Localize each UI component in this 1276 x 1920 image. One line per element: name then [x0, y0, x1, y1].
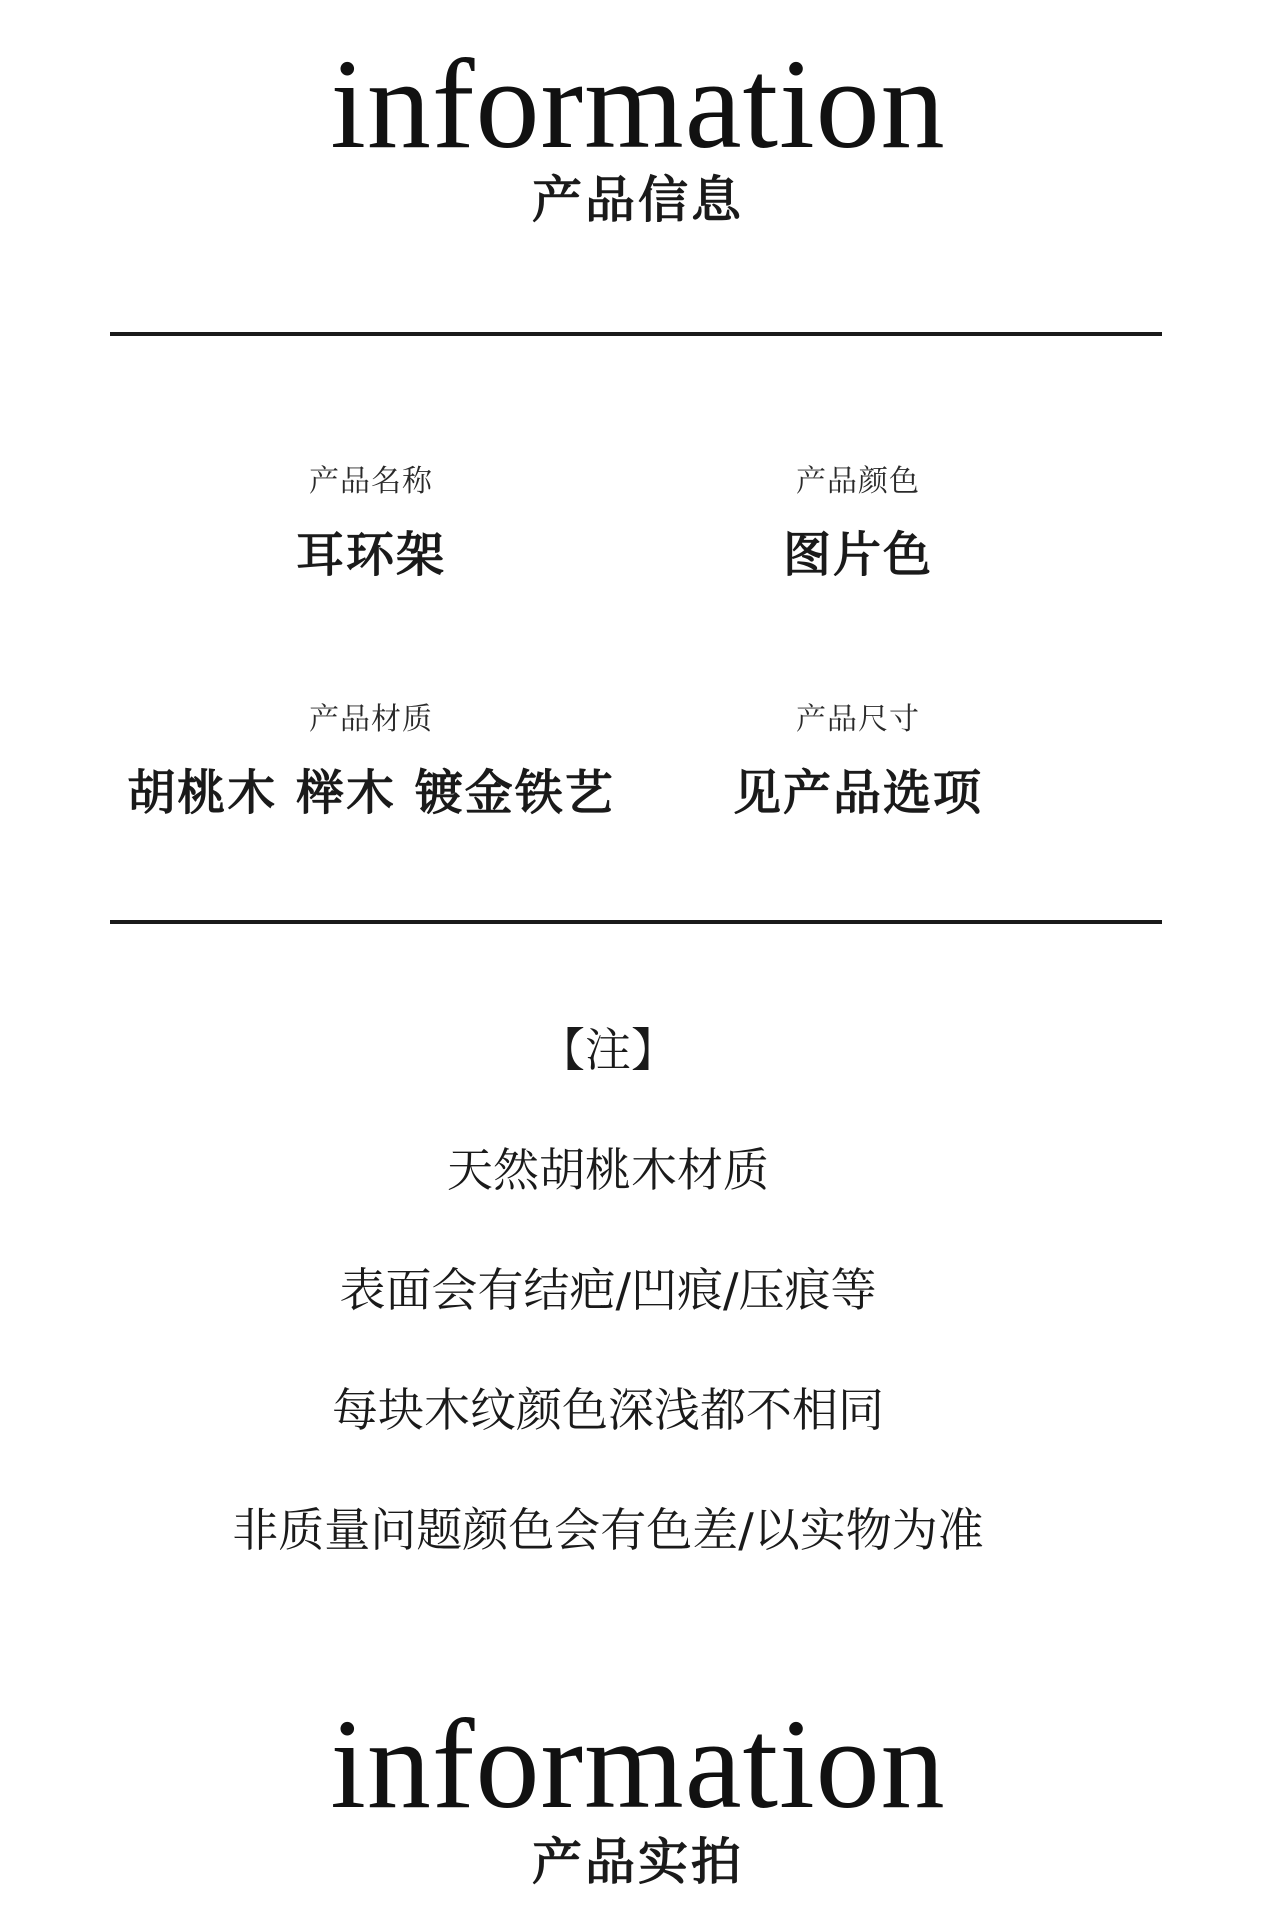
spec-name — [111, 462, 631, 584]
section-title-cn: 产品信息 — [532, 171, 744, 229]
spec-size — [598, 700, 1118, 822]
top-divider — [110, 332, 1162, 336]
section-title-en: information — [330, 33, 946, 175]
spec-label: 产品颜色 — [796, 464, 920, 499]
spec-value: 图片色 — [782, 527, 933, 583]
note-title: 【注】 — [539, 1023, 677, 1077]
note-line: 表面会有结疤/凹痕/压痕等 — [339, 1263, 877, 1317]
spec-label: 产品尺寸 — [796, 702, 920, 737]
spec-value: 耳环架 — [295, 527, 446, 583]
spec-value: 见产品选项 — [732, 765, 983, 821]
spec-material — [111, 700, 631, 822]
photo-section-title-cn: 产品实拍 — [532, 1833, 744, 1891]
note-line: 每块木纹颜色深浅都不相同 — [332, 1383, 884, 1437]
note-line: 天然胡桃木材质 — [447, 1143, 769, 1197]
spec-color — [598, 462, 1118, 584]
spec-value: 胡桃木 榉木 镀金铁艺 — [127, 765, 615, 821]
spec-label: 产品材质 — [309, 702, 433, 737]
bottom-divider — [110, 920, 1162, 924]
spec-label: 产品名称 — [309, 464, 433, 499]
photo-section-title-en: information — [330, 1693, 946, 1835]
note-line: 非质量问题颜色会有色差/以实物为准 — [232, 1503, 984, 1557]
